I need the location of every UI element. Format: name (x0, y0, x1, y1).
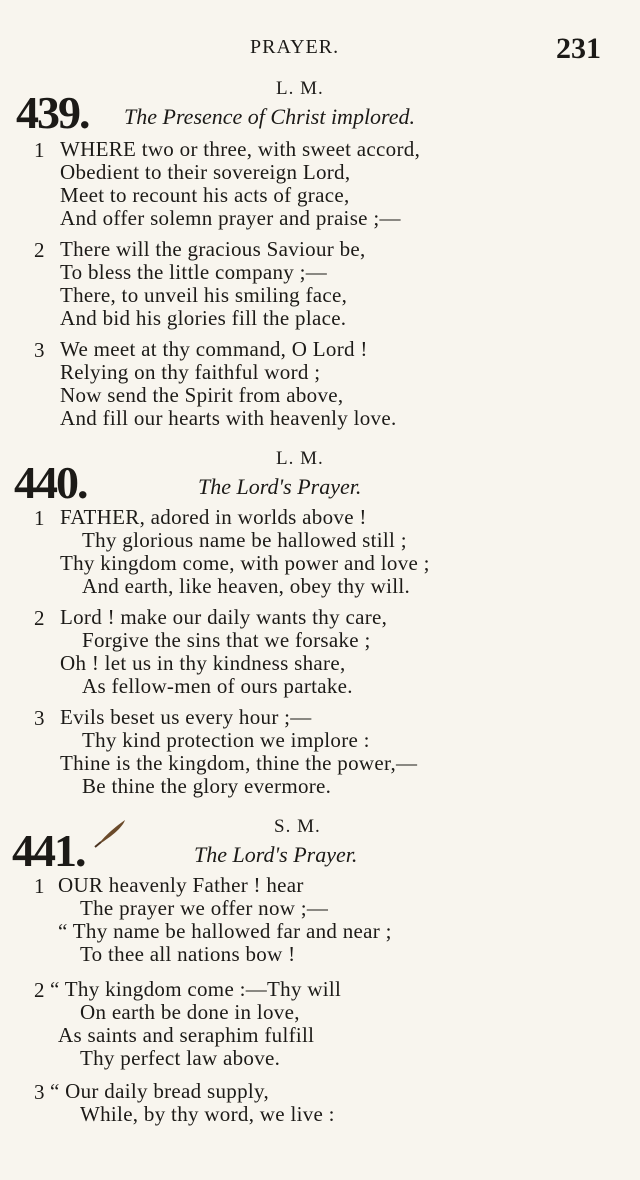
verse-line: Thy kingdom come, with power and love ; (60, 551, 430, 575)
verse-line: And fill our hearts with heavenly love. (60, 406, 397, 430)
running-title: PRAYER. (250, 36, 340, 58)
verse-line: Oh ! let us in thy kindness share, (60, 651, 346, 675)
verse-line: Relying on thy faithful word ; (60, 360, 321, 384)
verse-line: As fellow-men of ours partake. (82, 674, 353, 698)
stanza-number: 2 (34, 606, 45, 630)
verse-line: “ Thy name be hallowed far and near ; (58, 919, 392, 943)
verse-line: Thy perfect law above. (80, 1046, 281, 1070)
hymn-meter: S. M. (274, 816, 321, 837)
hymn-title: The Lord's Prayer. (198, 474, 362, 499)
stanza-number: 1 (34, 138, 45, 162)
verse-line: The prayer we offer now ;— (80, 896, 329, 920)
stanza-number: 1 (34, 506, 45, 530)
verse-line: And bid his glories fill the place. (60, 306, 347, 330)
ink-mark-icon (93, 816, 129, 848)
hymn-number: 441. (12, 825, 85, 876)
running-head (0, 32, 640, 68)
verse-line: “ Our daily bread supply, (50, 1079, 269, 1103)
hymn-meter: L. M. (276, 78, 324, 99)
stanza-number: 3 (34, 706, 45, 730)
verse-line: FATHER, adored in worlds above ! (60, 505, 367, 529)
hymn-number: 439. (16, 87, 89, 138)
verse-line: And offer solemn prayer and praise ;— (60, 206, 401, 230)
stanza-number: 1 (34, 874, 45, 898)
verse-line: As saints and seraphim fulfill (58, 1023, 315, 1047)
page-number: 231 (556, 32, 601, 65)
verse-line: Thine is the kingdom, thine the power,— (60, 751, 418, 775)
verse-line: On earth be done in love, (80, 1000, 300, 1024)
verse-line: Evils beset us every hour ;— (60, 705, 312, 729)
hymn-title: The Lord's Prayer. (194, 842, 358, 867)
verse-line: “ Thy kingdom come :—Thy will (50, 977, 342, 1001)
verse-line: Forgive the sins that we forsake ; (82, 628, 371, 652)
verse-line: WHERE two or three, with sweet accord, (60, 137, 421, 161)
hymn-number: 440. (14, 457, 87, 508)
verse-line: Lord ! make our daily wants thy care, (60, 605, 388, 629)
verse-line: To thee all nations bow ! (80, 942, 296, 966)
verse-line: We meet at thy command, O Lord ! (60, 337, 368, 361)
verse-line: And earth, like heaven, obey thy will. (82, 574, 411, 598)
verse-line: There, to unveil his smiling face, (60, 283, 348, 307)
verse-line: Now send the Spirit from above, (60, 383, 344, 407)
verse-line: Thy kind protection we implore : (82, 728, 370, 752)
hymn-meter: L. M. (276, 448, 324, 469)
verse-line: While, by thy word, we live : (80, 1102, 335, 1126)
verse-line: Be thine the glory evermore. (82, 774, 332, 798)
stanza-number: 2 (34, 238, 45, 262)
verse-line: Obedient to their sovereign Lord, (60, 160, 351, 184)
stanza-number: 3 (34, 1080, 45, 1104)
stanza-number: 2 (34, 978, 45, 1002)
stanza-number: 3 (34, 338, 45, 362)
verse-line: To bless the little company ;— (60, 260, 328, 284)
verse-line: Thy glorious name be hallowed still ; (82, 528, 407, 552)
verse-line: OUR heavenly Father ! hear (58, 873, 304, 897)
verse-line: There will the gracious Saviour be, (60, 237, 366, 261)
hymn-title: The Presence of Christ implored. (124, 104, 416, 129)
verse-line: Meet to recount his acts of grace, (60, 183, 350, 207)
